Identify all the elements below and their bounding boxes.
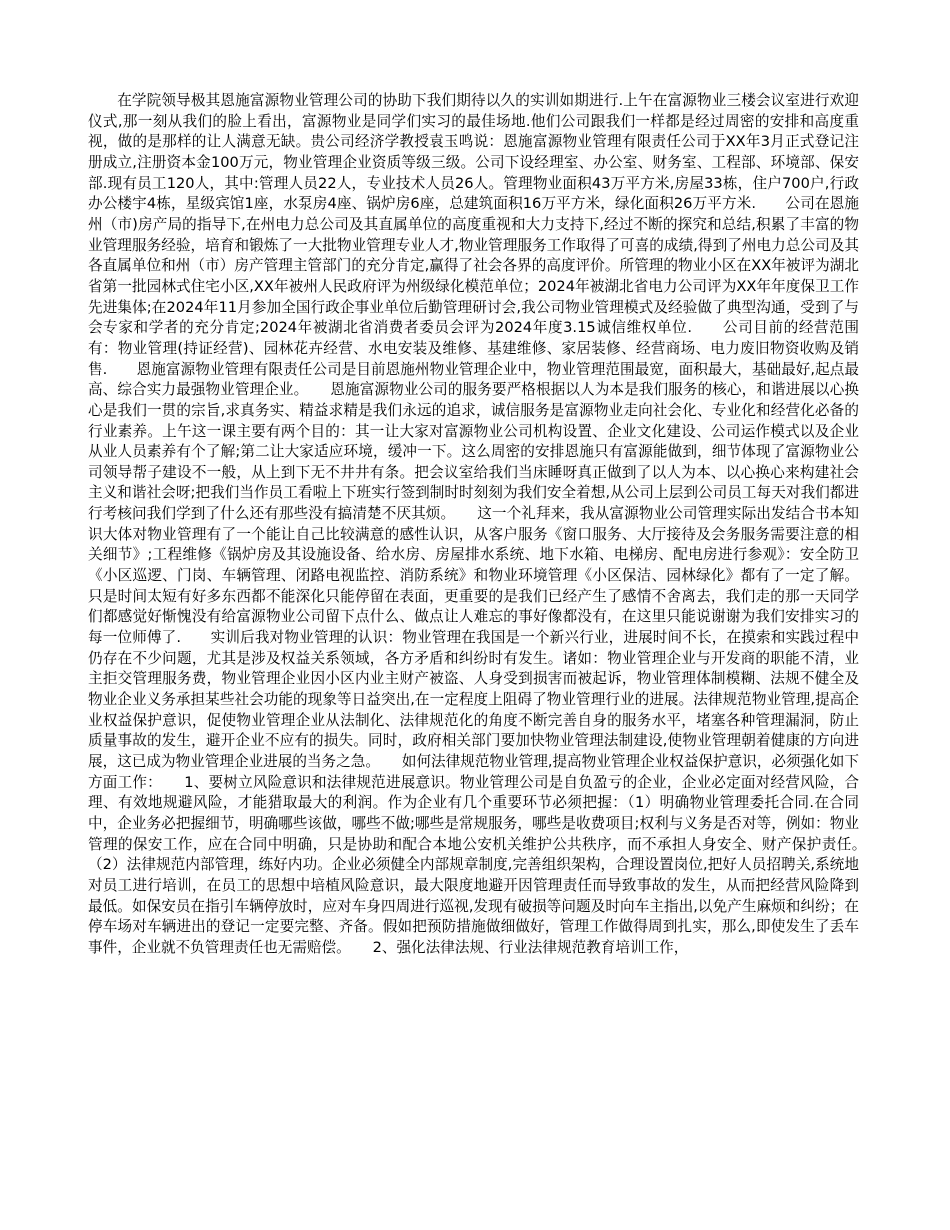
document-body	[88, 91, 889, 959]
body-paragraph: 在学院领导极其恩施富源物业管理公司的协助下我们期待以久的实训如期进行.上午在富源物业三楼会议室进行欢迎仪式,那一刻从我们的脸上看出，富源物业是同学们实习的最佳场地.他们公司跟我们一样都是经过周密的安排和高度重视，做的是那样的让人满意无缺。贵公司经济学教授袁玉鸣说：恩施富源物业管理有限责任公司于XX年3月正式登记注册成立,注册资本金100万元，物业管理企业资质等级三级。公司下设经理室、办公室、财务室、工程部、环境部、保安部.现有员工120人，其中:管理人员22人，专业技术人员26人。管理物业面积43万平方米,房屋33栋，住户700户,行政办公楼宇4栋，星级宾馆1座，水泵房4座、锅炉房6座，总建筑面积16万平方米，绿化面积26万平方米. 公司在恩施州（市)房产局的指导下,在州电力总公司及其直属单位的高度重视和大力支持下,经过不断的探究和总结,积累了丰富的物业管理服务经验，培育和锻炼了一大批物业管理专业人才,物业管理服务工作取得了可喜的成绩,得到了州电力总公司及其各直属单位和州（市）房产管理主管部门的充分肯定,赢得了社会各界的高度评价。所管理的物业小区在XX年被评为湖北省第一批园林式住宅小区,XX年被州人民政府评为州级绿化模范单位；2024年被湖北省电力公司评为XX年年度保卫工作先进集体;在2024年11月参加全国行政企事业单位后勤管理研讨会,我公司物业管理模式及经验做了典型沟通，受到了与会专家和学者的充分肯定;2024年被湖北省消费者委员会评为2024年度3.15诚信维权单位. 公司目前的经营范围有：物业管理(持证经营)、园林花卉经营、水电安装及维修、基建维修、家居装修、经营商场、电力废旧物资收购及销售. 恩施富源物业管理有限责任公司是目前恩施州物业管理企业中，物业管理范围最宽，面积最大，基础最好,起点最高、综合实力最强物业管理企业。 恩施富源物业公司的服务要严格根据以人为本是我们服务的核心，和谐进展以心换心是我们一贯的宗旨,求真务实、精益求精是我们永远的追求，诚信服务是富源物业走向社会化、专业化和经营化必备的行业素养。上午这一课主要有两个目的：其一让大家对富源物业公司机构设置、企业文化建设、公司运作模式以及企业从业人员素养有个了解;第二让大家适应环境，缓冲一下。这么周密的安排恩施只有富源能做到，细节体现了富源物业公司领导帮子建设不一般，从上到下无不井井有条。把会议室给我们当床睡呀真正做到了以人为本、以心换心来构建社会主义和谐社会呀;把我们当作员工看啦上下班实行签到制时时刻刻为我们安全着想,从公司上层到公司员工每天对我们都进行考核问我们学到了什么还有那些没有搞清楚不厌其烦。 这一个礼拜来，我从富源物业公司管理实际出发结合书本知识大体对物业管理有了一个能让自己比较满意的感性认识，从客户服务《窗口服务、大厅接待及会务服务需要注意的相关细节》;工程维修《锅炉房及其设施设备、给水房、房屋排水系统、地下水箱、电梯房、配电房进行参观》：安全防卫《小区巡逻、门岗、车辆管理、闭路电视监控、消防系统》和物业环境管理《小区保洁、园林绿化》都有了一定了解。只是时间太短有好多东西都不能深化只能停留在表面，更重要的是我们已经产生了感情不舍离去，我们走的那一天同学们都感觉好惭愧没有给富源物业公司留下点什么、做点让人难忘的事好像都没有，在这里只能说谢谢为我们安排实习的每一位师傅了. 实训后我对物业管理的认识：物业管理在我国是一个新兴行业，进展时间不长，在摸索和实践过程中仍存在不少问题，尤其是涉及权益关系领域，各方矛盾和纠纷时有发生。诸如：物业管理企业与开发商的职能不清，业主拒交管理服务费，物业管理企业因小区内业主财产被盗、人身受到损害而被起诉，物业管理体制模糊、法规不健全及物业企业义务承担某些社会功能的现象等日益突出,在一定程度上阻碍了物业管理行业的进展。法律规范物业管理,提高企业权益保护意识，促使物业管理企业从法制化、法律规范化的角度不断完善自身的服务水平，堵塞各种管理漏洞，防止质量事故的发生，避开企业不应有的损失。同时，政府相关部门要加快物业管理法制建设,使物业管理朝着健康的方向进展，这已成为物业管理企业进展的当务之急。 如何法律规范物业管理,提高物业管理企业权益保护意识，必须强化如下方面工作： 1、要树立风险意识和法律规范进展意识。物业管理公司是自负盈亏的企业，企业必定面对经营风险，合理、有效地规避风险，才能猎取最大的利润。作为企业有几个重要环节必须把握：（1）明确物业管理委托合同.在合同中，企业务必把握细节，明确哪些该做，哪些不做;哪些是常规服务，哪些是收费项目;权利与义务是否对等，例如：物业管理的保安工作，应在合同中明确，只是协助和配合本地公安机关维护公共秩序，而不承担人身安全、财产保护责任。 （2）法律规范内部管理，练好内功。企业必须健全内部规章制度,完善组织架构，合理设置岗位,把好人员招聘关,系统地对员工进行培训，在员工的思想中培植风险意识，最大限度地避开因管理责任而导致事故的发生，从而把经营风险降到最低。如保安员在指引车辆停放时，应对车身四周进行巡视,发现有破损等问题及时向车主指出,以免产生麻烦和纠纷；在停车场对车辆进出的登记一定要完整、齐备。假如把预防措施做细做好，管理工作做得周到扎实，那么,即使发生了丢车事件，企业就不负管理责任也无需赔偿。 2、强化法律法规、行业法律规范教育培训工作，	[88, 92, 889, 956]
